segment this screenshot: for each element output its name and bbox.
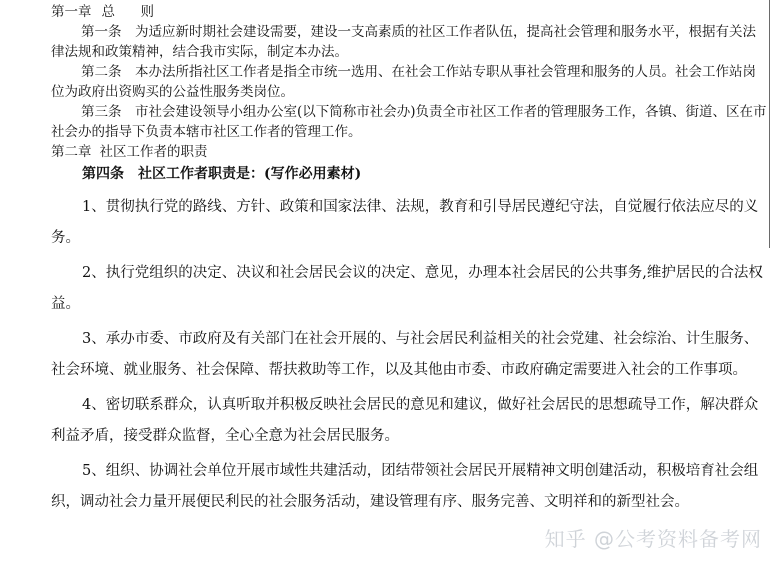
chapter-two-title: 社区工作者的职责	[99, 144, 208, 160]
article-4-heading: 第四条 社区工作者职责是：(写作必用素材)	[82, 166, 362, 182]
chapter-one-label: 第一章	[51, 4, 92, 20]
chapter-two-label: 第二章	[51, 144, 92, 160]
duties-list	[51, 192, 767, 522]
duty-item-2: 2、执行党组织的决定、决议和社会居民会议的决定、意见，办理本社会居民的公共事务,维护居民的合法权益。	[51, 265, 763, 312]
chapter-two-heading	[51, 142, 767, 162]
article-3: 第三条 市社会建设领导小组办公室(以下简称市社会办)负责全市社区工作者的管理服务工作，各镇、街道、区在市社会办的指导下负责本辖市社区工作者的管理工作。	[51, 104, 767, 140]
duty-item-4: 4、密切联系群众，认真听取并积极反映社会居民的意见和建议，做好社会居民的思想疏导工作，解决群众利益矛盾，接受群众监督，全心全意为社会居民服务。	[51, 397, 759, 444]
chapter-one-section	[51, 2, 767, 162]
page-edge-line	[769, 0, 770, 248]
chapter-one-heading	[51, 2, 767, 22]
article-1: 第一条 为适应新时期社会建设需要，建设一支高素质的社区工作者队伍，提高社会管理和服务水平，根据有关法律法规和政策精神，结合我市实际，制定本办法。	[51, 24, 756, 60]
zhihu-watermark: 知乎 @公考资料备考网	[544, 527, 762, 551]
duty-item-3: 3、承办市委、市政府及有关部门在社会开展的、与社会居民利益相关的社会党建、社会综治、计生服务、社会环境、就业服务、社会保障、帮扶救助等工作，以及其他由市委、市政府确定需要进入社会的工作事项。	[51, 331, 759, 378]
article-2: 第二条 本办法所指社区工作者是指全市统一选用、在社会工作站专职从事社会管理和服务的人员。社会工作站岗位为政府出资购买的公益性服务类岗位。	[51, 64, 756, 100]
duty-item-1: 1、贯彻执行党的路线、方针、政策和国家法律、法规，教育和引导居民遵纪守法，自觉履行依法应尽的义务。	[51, 199, 759, 246]
chapter-one-title: 总 则	[101, 4, 160, 20]
duty-item-5: 5、组织、协调社会单位开展市域性共建活动，团结带领社会居民开展精神文明创建活动，积极培育社会组织，调动社会力量开展便民利民的社会服务活动，建设管理有序、服务完善、文明祥和的新型社会。	[51, 463, 759, 510]
